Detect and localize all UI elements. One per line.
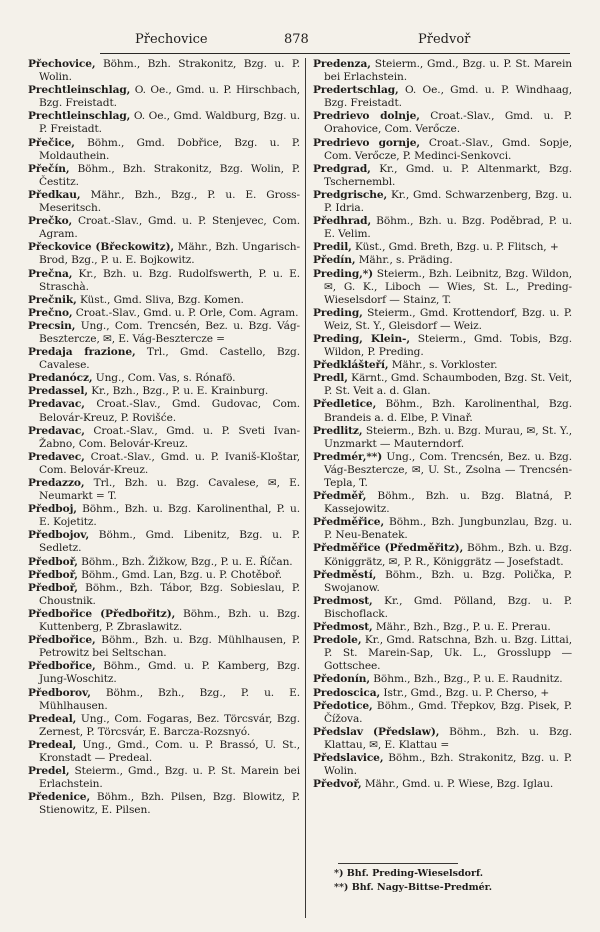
entry-text: Mähr., s. Vorkloster. xyxy=(388,359,498,372)
entry xyxy=(28,451,300,477)
entry-text: Böhm., Bzh. u. Bzg. Karolinenthal, P. u. E. Kojetitz. xyxy=(39,503,300,529)
entry-headword: Preding, xyxy=(313,306,363,319)
entry xyxy=(313,621,572,634)
entry-text: Böhm., Bzh. u. Bzg. Blatná, P. Kassejowitz. xyxy=(324,490,572,516)
entry xyxy=(28,268,300,294)
entry-text: Böhm., Bzh. Strakonitz, Bzg. u. P. Wolin. xyxy=(324,751,572,778)
entry-headword: Preding,*) xyxy=(313,267,374,280)
entry-text: Croat.-Slav., Gmd. u. P. Ivaniš-Kloštar, Com. Belovár-Kreuz. xyxy=(39,450,300,476)
entry-text: Croat.-Slav., Gmd. u. P. Sveti Ivan-Žabno, Com. Belovár-Kreuz. xyxy=(39,424,300,450)
entry xyxy=(28,608,300,634)
entry-text: Mähr., s. Präding. xyxy=(355,254,453,267)
entry xyxy=(28,713,300,739)
entry-headword: Předboř, xyxy=(28,568,78,581)
entry-headword: Přechovice, xyxy=(28,58,96,70)
entry-headword: Předhrad, xyxy=(313,215,372,228)
entry-text: Ung., Com. Fogaras, Bez. Törcsvár, Bzg. Zernest, P. Törcsvár, E. Barcza-Rozsnyó. xyxy=(39,712,300,738)
entry-text: Ung., Gmd., Com. u. P. Brassó, U. St., Kronstadt — Predeal. xyxy=(39,738,300,764)
entry xyxy=(28,425,300,451)
entry-text: Böhm., Bzh. u. Bzg. Poděbrad, P. u. E. Velim. xyxy=(324,215,572,241)
entry-text: Böhm., Gmd. Libenitz, Bzg. u. P. Sedletz. xyxy=(39,529,300,555)
entry-headword: Předonín, xyxy=(313,673,370,686)
entry xyxy=(28,320,300,346)
entry-text: Kr., Gmd. Schwarzenberg, Bzg. u. P. Idria. xyxy=(324,188,572,215)
entry-headword: Předklášteří, xyxy=(313,359,389,372)
entry-text: Ung., Com. Trencsén, Bez. u. Bzg. Vág-Besztercze, ✉, U. St., Zsolna — Trencsén-Tepla, T. xyxy=(324,450,572,489)
entry xyxy=(313,110,572,136)
entry-text: Böhm., Gmd. Dobřice, Bzg. u. P. Moldauthein. xyxy=(39,136,300,162)
entry xyxy=(313,163,572,189)
entry xyxy=(28,241,300,267)
entry-text: Mähr., Bzh. Ungarisch-Brod, Bzg., P. u. E. Bojkowitz. xyxy=(39,241,300,267)
footnote-2: **) Bhf. Nagy-Bittse-Predmér. xyxy=(334,882,493,893)
entry-headword: Předměřice (Předměřitz), xyxy=(313,542,464,555)
entry-text: Böhm., Bzh. Žižkow, Bzg., P. u. E. Říčan. xyxy=(77,555,293,568)
entry-text: Croat.-Slav., Gmd. u. P. Orle, Com. Agram. xyxy=(72,306,299,319)
entry xyxy=(28,163,300,189)
entry-text: Mähr., Gmd. u. P. Wiese, Bzg. Iglau. xyxy=(361,778,554,791)
entry-headword: Předbořice, xyxy=(28,634,96,647)
entry xyxy=(28,372,300,385)
entry-headword: Předvoř, xyxy=(313,778,362,791)
entry xyxy=(313,542,572,568)
entry xyxy=(28,660,300,686)
entry-headword: Předbořice, xyxy=(28,660,96,673)
entry-headword: Předměstí, xyxy=(313,568,377,581)
entry xyxy=(28,346,300,372)
entry-text: Croat.-Slav., Gmd. u. P. Orahovice, Com. Verőcze. xyxy=(324,110,572,136)
entry-headword: Precsin, xyxy=(28,319,76,332)
entry xyxy=(313,490,572,516)
entry-headword: Předboj, xyxy=(28,503,77,516)
entry-headword: Prečno, xyxy=(28,306,73,319)
entry xyxy=(313,359,572,372)
entry xyxy=(28,569,300,582)
entry xyxy=(28,503,300,529)
entry-text: Böhm., Bzh., Bzg., P. u. E. Mühlhausen. xyxy=(39,686,300,712)
entry-headword: Predmér,**) xyxy=(313,450,383,463)
entry xyxy=(28,634,300,660)
entry xyxy=(313,726,572,752)
entry xyxy=(313,752,572,778)
entry xyxy=(28,582,300,608)
entry-headword: Předenice, xyxy=(28,791,91,804)
entry xyxy=(313,687,572,700)
entry xyxy=(28,477,300,503)
entry-headword: Předslav (Předslaw), xyxy=(313,725,440,738)
entry-text: Steierm., Bzh. u. Bzg. Murau, ✉, St. Y., Unzmarkt — Mauterndorf. xyxy=(324,424,572,450)
entry xyxy=(313,333,572,359)
entry xyxy=(313,673,572,686)
entry-text: Steierm., Gmd. Tobis, Bzg. Wildon, P. Preding. xyxy=(324,332,573,359)
footnote-1: *) Bhf. Preding-Wieselsdorf. xyxy=(334,868,484,879)
entry-text: Böhm., Gmd. u. P. Kamberg, Bzg. Jung-Woschitz. xyxy=(39,660,300,686)
entry-headword: Předborov, xyxy=(28,686,91,699)
entry-headword: Predertschlag, xyxy=(313,84,399,97)
entry-headword: Předletice, xyxy=(313,398,377,411)
entry xyxy=(28,385,300,398)
entry-headword: Predavac, xyxy=(28,424,85,437)
entry-headword: Predavac, xyxy=(28,398,85,411)
footnote-rule xyxy=(338,863,458,864)
entry-text: Ung., Com. Vas, s. Rónafö. xyxy=(92,372,236,385)
entry-headword: Předmost, xyxy=(313,621,373,634)
header-left-word: Přechovice xyxy=(135,32,208,47)
entry-headword: Predrievo dolnje, xyxy=(313,110,420,123)
entry-text: Böhm., Bzh. Strakonitz, Bzg. Wolin, P. Čestitz. xyxy=(39,162,300,188)
entry xyxy=(313,84,572,110)
entry-text: Steierm., Gmd., Bzg. u. P. St. Marein bei Erlachstein. xyxy=(324,58,572,84)
entry xyxy=(313,372,572,398)
entry-text: Küst., Gmd. Breth, Bzg. u. P. Flitsch, + xyxy=(351,241,559,254)
entry xyxy=(28,556,300,569)
entry-headword: Predassel, xyxy=(28,385,88,398)
entry-headword: Přečice, xyxy=(28,136,75,149)
entry-headword: Predel, xyxy=(28,765,70,778)
entry-text: Croat.-Slav., Gmd. Sopje, Com. Verőcze, P. Medinci-Senkovci. xyxy=(324,136,572,162)
entry-headword: Predmost, xyxy=(313,594,373,607)
entry-text: Steierm., Gmd., Bzg. u. P. St. Marein bei Erlachstein. xyxy=(39,765,300,791)
entry-headword: Predenza, xyxy=(313,58,371,70)
entry-text: Böhm., Bzh., Bzg., P. u. E. Raudnitz. xyxy=(369,673,563,686)
entry-headword: Prečnik, xyxy=(28,293,77,306)
entry-text: Ung., Com. Trencsén, Bez. u. Bzg. Vág-Besztercze, ✉, E. Vág-Besztercze = xyxy=(39,319,300,345)
entry-text: Böhm., Bzh. Tábor, Bzg. Sobieslau, P. Choustnik. xyxy=(39,581,300,607)
entry-headword: Předbořice (Předbořitz), xyxy=(28,607,176,620)
entry-headword: Předměřice, xyxy=(313,516,385,529)
entry-text: Mähr., Bzh., Bzg., P. u. E. Prerau. xyxy=(372,621,551,634)
entry xyxy=(28,294,300,307)
entry-text: Kr., Bzh., Bzg., P. u. E. Krainburg. xyxy=(87,385,269,398)
entry-text: Böhm., Gmd. Lan, Bzg. u. P. Chotěboř. xyxy=(77,568,282,581)
entry-text: Mähr., Bzh., Bzg., P. u. E. Gross-Meseritsch. xyxy=(39,188,300,215)
entry-text: O. Oe., Gmd. u. P. Windhaag, Bzg. Freistadt. xyxy=(324,84,572,110)
entry-headword: Prechtleinschlag, xyxy=(28,84,131,97)
entry xyxy=(28,137,300,163)
entry-text: Böhm., Bzh. Jungbunzlau, Bzg. u. P. Neu-Benatek. xyxy=(324,516,572,542)
entry xyxy=(28,398,300,424)
entry-text: Böhm., Bzh. u. Bzg. Kuttenberg, P. Zbraslawitz. xyxy=(39,607,300,634)
entry-headword: Predl, xyxy=(313,372,348,385)
entry xyxy=(313,398,572,424)
entry-headword: Prechtleinschlag, xyxy=(28,110,131,123)
page-number: 878 xyxy=(284,32,309,47)
entry-headword: Predoscica, xyxy=(313,686,381,699)
entry xyxy=(28,739,300,765)
entry xyxy=(313,137,572,163)
entry-headword: Predrievo gornje, xyxy=(313,136,420,149)
entry-text: Croat.-Slav., Gmd. u. P. Stenjevec, Com. Agram. xyxy=(39,215,300,241)
entry xyxy=(28,215,300,241)
entry-headword: Predazzo, xyxy=(28,477,85,489)
entry-headword: Přečín, xyxy=(28,162,70,175)
entry xyxy=(28,189,300,215)
entry xyxy=(313,241,572,254)
right-column xyxy=(313,58,572,791)
entry-headword: Předín, xyxy=(313,254,356,267)
entry-headword: Predaja frazione, xyxy=(28,346,136,359)
entry-headword: Predeal, xyxy=(28,712,77,725)
entry-text: O. Oe., Gmd. u. P. Hirschbach, Bzg. Freistadt. xyxy=(39,84,300,110)
entry xyxy=(28,765,300,791)
entry-text: Steierm., Bzh. Leibnitz, Bzg. Wildon, ✉, G. K., Liboch — Wies, St. L., Preding-Wieselsdorf — Stainz, T. xyxy=(324,267,572,306)
entry xyxy=(28,687,300,713)
page-header xyxy=(0,32,600,52)
entry-headword: Predgrad, xyxy=(313,162,371,175)
entry-headword: Predavec, xyxy=(28,450,85,463)
entry-text: Kärnt., Gmd. Schaumboden, Bzg. St. Veit, P. St. Veit a. d. Glan. xyxy=(324,372,572,398)
entry xyxy=(313,595,572,621)
entry-headword: Předměř, xyxy=(313,490,367,503)
entry-headword: Preding, Klein-, xyxy=(313,332,410,345)
left-column xyxy=(28,58,300,817)
entry-text: Trl., Bzh. u. Bzg. Cavalese, ✉, E. Neumarkt = T. xyxy=(39,477,300,503)
entry xyxy=(313,215,572,241)
entry xyxy=(313,425,572,451)
entry xyxy=(313,58,572,84)
entry-headword: Předkau, xyxy=(28,188,81,201)
entry xyxy=(313,516,572,542)
entry-text: Böhm., Gmd. Třepkov, Bzg. Pisek, P. Čížova. xyxy=(324,699,572,725)
entry-text: Kr., Gmd. Pölland, Bzg. u. P. Bischoflack. xyxy=(324,594,572,620)
entry xyxy=(313,189,572,215)
entry xyxy=(313,451,572,490)
entry xyxy=(313,700,572,726)
entry-headword: Prečna, xyxy=(28,267,73,280)
entry xyxy=(28,110,300,136)
entry xyxy=(313,634,572,673)
column-divider xyxy=(305,58,306,918)
entry-text: Küst., Gmd. Sliva, Bzg. Komen. xyxy=(76,293,244,306)
entry-text: Steierm., Gmd. Krottendorf, Bzg. u. P. Weiz, St. Y., Gleisdorf — Weiz. xyxy=(324,306,572,332)
entry-text: Istr., Gmd., Bzg. u. P. Cherso, + xyxy=(380,686,550,699)
entry-headword: Predgrische, xyxy=(313,188,388,201)
entry-text: Böhm., Bzh. Pilsen, Bzg. Blowitz, P. Stienowitz, E. Pilsen. xyxy=(39,791,300,817)
entry-text: Trl., Gmd. Castello, Bzg. Cavalese. xyxy=(39,346,300,372)
entry-text: Böhm., Bzh. u. Bzg. Klattau, ✉, E. Klattau = xyxy=(324,725,573,751)
entry-text: O. Oe., Gmd. Waldburg, Bzg. u. P. Freistadt. xyxy=(39,110,300,136)
entry-text: Böhm., Bzh. Strakonitz, Bzg. u. P. Wolin. xyxy=(39,58,300,84)
entry-headword: Predanócz, xyxy=(28,372,93,385)
entry-headword: Předboř, xyxy=(28,555,78,568)
entry xyxy=(313,569,572,595)
entry xyxy=(28,791,300,817)
entry xyxy=(28,84,300,110)
entry-text: Böhm., Bzh. u. Bzg. Königgrätz, ✉, P. R., Königgrätz — Josefstadt. xyxy=(324,542,572,568)
entry-headword: Predeal, xyxy=(28,738,77,751)
entry xyxy=(28,307,300,320)
entry-headword: Predole, xyxy=(313,634,362,647)
entry-headword: Predlitz, xyxy=(313,424,363,437)
entry xyxy=(313,268,572,307)
entry-text: Croat.-Slav., Gmd. Gudovac, Com. Belovár-Kreuz, P. Rovišće. xyxy=(39,398,300,424)
header-rule xyxy=(100,53,570,54)
entry xyxy=(313,778,572,791)
entry-text: Böhm., Bzh. u. Bzg. Polička, P. Swojanow. xyxy=(324,568,572,594)
entry-headword: Předboř, xyxy=(28,581,78,594)
entry-text: Böhm., Bzh. Karolinenthal, Bzg. Brandeis a. d. Elbe, P. Vinař. xyxy=(324,398,572,424)
entry-headword: Předslavice, xyxy=(313,751,384,764)
entry-headword: Předbojov, xyxy=(28,529,90,542)
entry xyxy=(28,529,300,555)
header-right-word: Předvoř xyxy=(418,32,471,47)
entry-text: Kr., Gmd. Ratschna, Bzh. u. Bzg. Littai, P. St. Marein-Sap, Uk. L., Grosslupp — Gottschee. xyxy=(324,634,572,673)
entry xyxy=(28,58,300,84)
entry xyxy=(313,307,572,333)
entry-headword: Přeckovice (Břeckowitz), xyxy=(28,241,175,254)
entry-text: Kr., Gmd. u. P. Altenmarkt, Bzg. Tschernembl. xyxy=(324,162,572,188)
entry-headword: Predil, xyxy=(313,241,352,254)
entry xyxy=(313,254,572,267)
entry-headword: Prečko, xyxy=(28,215,73,228)
entry-text: Kr., Bzh. u. Bzg. Rudolfswerth, P. u. E. Straschà. xyxy=(39,267,300,293)
entry-text: Böhm., Bzh. u. Bzg. Mühlhausen, P. Petrowitz bei Seltschan. xyxy=(39,634,300,660)
entry-headword: Předotice, xyxy=(313,699,373,712)
